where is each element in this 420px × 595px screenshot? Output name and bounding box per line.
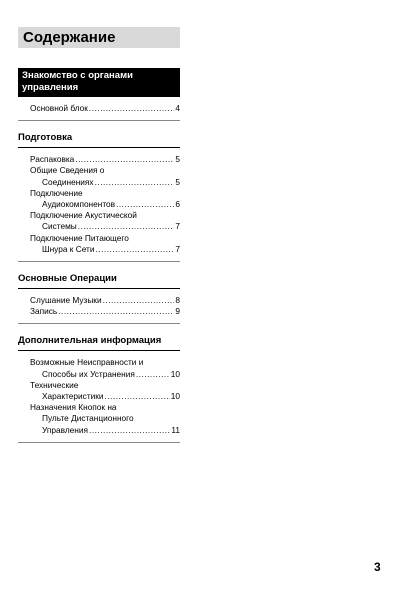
toc-entry-text: Подключение Акустической [30, 210, 137, 221]
toc-entry-page: 10 [170, 368, 180, 379]
section-heading: Знакомство с органами управления [18, 68, 180, 97]
toc-entry-text: Слушание Музыки [30, 295, 102, 306]
toc-entry-text: Подключение [30, 187, 83, 198]
toc-entry-page: 8 [175, 295, 180, 306]
table-of-contents [18, 68, 180, 454]
toc-entry[interactable] [18, 165, 180, 187]
toc-section [18, 132, 180, 262]
toc-entry[interactable] [18, 188, 180, 210]
toc-entry-page: 11 [171, 424, 180, 435]
toc-entry-page: 7 [175, 221, 180, 232]
section-heading: Основные Операции [18, 273, 180, 289]
toc-entry-text: Назначения Кнопок на [30, 402, 117, 413]
dot-leader [103, 295, 175, 306]
toc-entry-text: Запись [30, 306, 58, 317]
toc-entry-text: Основной блок [30, 103, 88, 113]
dot-leader [78, 221, 175, 232]
dot-leader [89, 103, 174, 114]
toc-entry-text: Шнура к Сети [42, 243, 95, 254]
toc-entry-text: Способы их Устранения [42, 368, 135, 379]
dot-leader [136, 369, 170, 380]
toc-entry-text: Аудиокомпонентов [42, 199, 116, 210]
toc-section [18, 68, 180, 121]
toc-entry[interactable] [18, 295, 180, 306]
dot-leader [75, 154, 174, 165]
toc-entry-text: Распаковка [30, 154, 75, 165]
section-heading: Дополнительная информация [18, 335, 180, 351]
dot-leader [89, 425, 170, 436]
dot-leader [105, 391, 170, 402]
toc-entry-page: 5 [175, 176, 180, 187]
page-number: 3 [374, 560, 381, 574]
toc-entry-text: Характеристики [42, 391, 104, 402]
toc-entry-page: 5 [175, 154, 180, 165]
toc-entry-list [18, 97, 180, 121]
toc-entry-text: Технические [30, 379, 79, 390]
toc-entry-list [18, 148, 180, 262]
toc-entry-page: 9 [175, 306, 180, 317]
toc-entry[interactable] [18, 154, 180, 165]
toc-entry-page: 4 [175, 103, 180, 113]
toc-entry-text: Пульте Дистанционного [42, 413, 134, 424]
toc-entry[interactable] [18, 402, 180, 436]
toc-entry-text: Системы [42, 221, 77, 232]
toc-entry[interactable] [18, 380, 180, 402]
dot-leader [95, 177, 175, 188]
toc-entry-list [18, 351, 180, 442]
toc-entry[interactable] [18, 210, 180, 232]
toc-entry-page: 6 [175, 199, 180, 210]
section-heading: Подготовка [18, 132, 180, 148]
dot-leader [58, 306, 174, 317]
toc-entry-text: Общие Сведения о [30, 165, 105, 176]
toc-entry[interactable] [18, 306, 180, 317]
toc-entry-list [18, 289, 180, 324]
toc-section [18, 273, 180, 324]
toc-entry[interactable] [18, 103, 180, 114]
toc-entry-page: 7 [175, 243, 180, 254]
toc-entry[interactable] [18, 233, 180, 255]
toc-entry-text: Возможные Неисправности и [30, 357, 144, 368]
toc-entry-text: Подключение Питающего [30, 232, 129, 243]
toc-section [18, 335, 180, 442]
dot-leader [95, 244, 174, 255]
toc-entry-text: Управления [42, 424, 89, 435]
page-title: Содержание [18, 27, 180, 48]
toc-entry-text: Соединениях [42, 176, 94, 187]
dot-leader [116, 199, 174, 210]
toc-entry-page: 10 [170, 391, 180, 402]
toc-entry[interactable] [18, 357, 180, 379]
